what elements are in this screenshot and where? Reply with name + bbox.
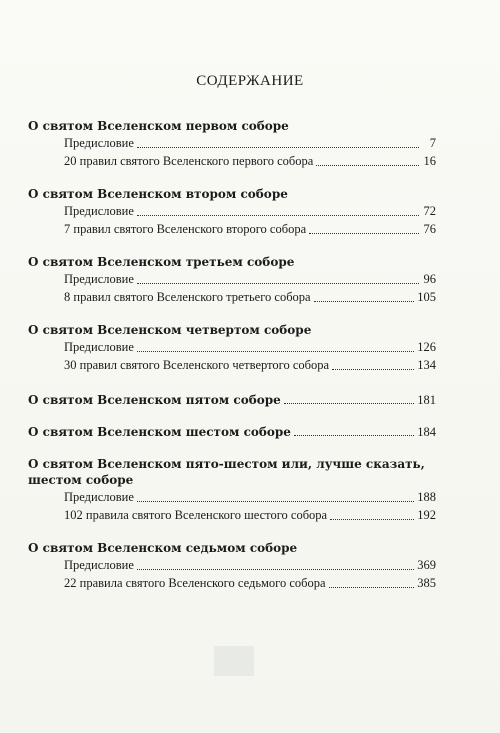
entry-title: 20 правил святого Вселенского первого собора bbox=[64, 154, 314, 168]
toc-entry bbox=[64, 338, 436, 356]
section-heading bbox=[28, 424, 436, 440]
dot-leader bbox=[330, 519, 414, 520]
dot-leader bbox=[137, 351, 414, 352]
table-of-contents bbox=[28, 118, 436, 592]
toc-entry bbox=[64, 134, 436, 152]
section-heading-text: О святом Вселенском седьмом соборе bbox=[28, 541, 298, 555]
entry-page: 105 bbox=[417, 290, 436, 304]
dot-leader bbox=[137, 501, 414, 502]
section-heading-text: О святом Вселенском третьем соборе bbox=[28, 255, 295, 269]
entry-page: 385 bbox=[417, 576, 436, 590]
dot-leader bbox=[137, 569, 414, 570]
section-heading-text: О святом Вселенском пятом соборе bbox=[28, 393, 281, 407]
entry-title: Предисловие bbox=[64, 558, 134, 572]
toc-section-6 bbox=[28, 424, 436, 440]
section-heading bbox=[28, 392, 436, 408]
section-heading bbox=[28, 540, 436, 556]
page-title: СОДЕРЖАНИЕ bbox=[196, 73, 304, 89]
dot-leader bbox=[137, 147, 419, 148]
entry-page: 96 bbox=[423, 272, 436, 286]
dot-leader bbox=[332, 369, 414, 370]
entry-title: 7 правил святого Вселенского второго собора bbox=[64, 222, 307, 236]
section-heading-text: О святом Вселенском первом соборе bbox=[28, 119, 289, 133]
toc-entry bbox=[64, 556, 436, 574]
entry-page: 72 bbox=[423, 204, 436, 218]
entry-title: Предисловие bbox=[64, 204, 134, 218]
entry-title: Предисловие bbox=[64, 490, 134, 504]
entry-page: 16 bbox=[423, 154, 436, 168]
section-heading-text: О святом Вселенском втором соборе bbox=[28, 187, 288, 201]
section-heading bbox=[28, 254, 436, 270]
section-heading-text: О святом Вселенском шестом соборе bbox=[28, 425, 291, 439]
dot-leader bbox=[137, 283, 419, 284]
dot-leader bbox=[314, 301, 415, 302]
section-page: 184 bbox=[417, 425, 436, 439]
toc-section-8 bbox=[28, 540, 436, 592]
section-heading-text: О святом Вселенском четвертом соборе bbox=[28, 323, 312, 337]
dot-leader bbox=[316, 165, 419, 166]
toc-section-7 bbox=[28, 456, 436, 524]
entry-title: 102 правила святого Вселенского шестого собора bbox=[64, 508, 328, 522]
entry-page: 7 bbox=[429, 136, 436, 150]
toc-entry bbox=[64, 356, 436, 374]
toc-entry bbox=[64, 574, 436, 592]
toc-entry bbox=[64, 202, 436, 220]
toc-entry bbox=[64, 506, 436, 524]
entry-title: Предисловие bbox=[64, 340, 134, 354]
dot-leader bbox=[309, 233, 419, 234]
toc-entry bbox=[64, 488, 436, 506]
entry-page: 76 bbox=[423, 222, 436, 236]
section-heading bbox=[28, 472, 436, 488]
entry-title: Предисловие bbox=[64, 136, 134, 150]
toc-section-3 bbox=[28, 254, 436, 306]
dot-leader bbox=[284, 403, 414, 404]
section-heading bbox=[28, 322, 436, 338]
toc-entry bbox=[64, 152, 436, 170]
dot-leader bbox=[294, 435, 414, 436]
toc-section-5 bbox=[28, 392, 436, 408]
entry-title: 30 правил святого Вселенского четвертого собора bbox=[64, 358, 330, 372]
toc-section-2 bbox=[28, 186, 436, 238]
toc-section-4 bbox=[28, 322, 436, 374]
entry-page: 369 bbox=[417, 558, 436, 572]
toc-section-1 bbox=[28, 118, 436, 170]
section-page: 181 bbox=[417, 393, 436, 407]
entry-title: 8 правил святого Вселенского третьего собора bbox=[64, 290, 311, 304]
entry-title: 22 правила святого Вселенского седьмого собора bbox=[64, 576, 326, 590]
section-heading-line-2: шестом соборе bbox=[28, 473, 134, 487]
section-heading bbox=[28, 118, 436, 134]
bleed-through-mark bbox=[214, 646, 254, 676]
entry-page: 188 bbox=[417, 490, 436, 504]
toc-entry bbox=[64, 270, 436, 288]
entry-page: 126 bbox=[417, 340, 436, 354]
section-heading-line-1: О святом Вселенском пято-шестом или, лучше сказать, bbox=[28, 457, 425, 471]
entry-title: Предисловие bbox=[64, 272, 134, 286]
section-heading bbox=[28, 186, 436, 202]
entry-page: 134 bbox=[417, 358, 436, 372]
dot-leader bbox=[137, 215, 419, 216]
toc-entry bbox=[64, 288, 436, 306]
section-heading bbox=[28, 456, 436, 472]
entry-page: 192 bbox=[417, 508, 436, 522]
dot-leader bbox=[329, 587, 415, 588]
toc-entry bbox=[64, 220, 436, 238]
